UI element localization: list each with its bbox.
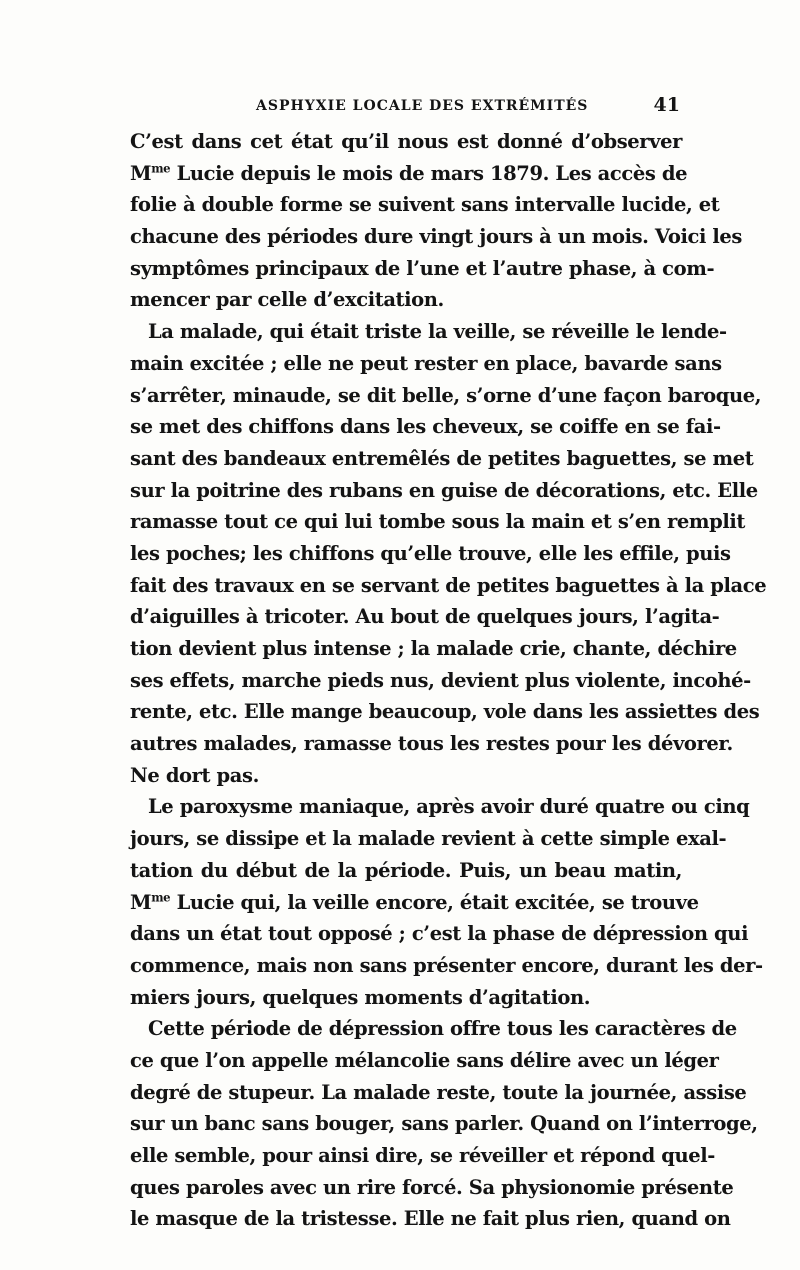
text-line [130, 316, 727, 348]
text-line [130, 633, 737, 665]
text-line [130, 696, 760, 728]
line-segment: Lucie depuis le mois de mars 1879. Les accès de [170, 161, 688, 185]
line-segment: s’arrêter, minaude, se dit belle, s’orne d’une façon baroque, [130, 383, 762, 407]
line-segment: Cette période de dépression offre tous les caractères de [148, 1017, 737, 1041]
line-segment: commence, mais non sans présenter encore, durant les der- [130, 953, 763, 977]
line-segment: folie à double forme se suivent sans intervalle lucide, et [130, 193, 720, 217]
line-segment: fait des travaux en se servant de petites baguettes à la place [130, 573, 767, 597]
line-segment: se met des chiffons dans les cheveux, se coiffe en se fai- [130, 415, 721, 439]
text-line [130, 1045, 719, 1077]
text-line [130, 158, 688, 190]
line-segment: tation du début de la période. Puis, un beau matin, [130, 858, 682, 882]
line-segment: ques paroles avec un rire forcé. Sa physionomie présente [130, 1175, 734, 1199]
line-segment: les poches; les chiffons qu’elle trouve, elle les effile, puis [130, 541, 731, 565]
text-line [130, 1172, 734, 1204]
line-segment: autres malades, ramasse tous les restes pour les dévorer. [130, 732, 733, 756]
text-line [130, 823, 727, 855]
page-header [130, 94, 682, 120]
line-segment: M [130, 161, 152, 185]
text-line [130, 126, 682, 158]
text-line [130, 1203, 731, 1235]
text-line [130, 570, 767, 602]
text-line [130, 284, 682, 316]
line-segment: sur un banc sans bouger, sans parler. Quand on l’interroge, [130, 1112, 758, 1136]
line-segment: Lucie qui, la veille encore, était excitée, se trouve [170, 890, 699, 914]
text-line [130, 221, 742, 253]
text-line [130, 601, 720, 633]
superscript: me [151, 161, 171, 176]
line-segment: ses effets, marche pieds nus, devient plus violente, incohé- [130, 668, 751, 692]
text-line [130, 475, 758, 507]
page-number: 41 [653, 94, 680, 116]
text-line [130, 982, 682, 1014]
line-segment: ramasse tout ce qui lui tombe sous la main et s’en remplit [130, 510, 745, 534]
text-line [130, 1077, 747, 1109]
line-segment: chacune des périodes dure vingt jours à un mois. Voici les [130, 225, 742, 249]
paragraph [130, 1013, 758, 1235]
line-segment: jours, se dissipe et la malade revient à cette simple exal- [130, 827, 727, 851]
text-line [130, 1108, 758, 1140]
line-segment: elle semble, pour ainsi dire, se réveiller et répond quel- [130, 1144, 715, 1167]
line-segment: dans un état tout opposé ; c’est la phase de dépression qui [130, 922, 749, 946]
paragraph [130, 316, 767, 791]
line-segment: main excitée ; elle ne peut rester en place, bavarde sans [130, 351, 722, 375]
line-segment: sur la poitrine des rubans en guise de décorations, etc. Elle [130, 478, 758, 502]
text-line [130, 380, 762, 412]
line-segment: le masque de la tristesse. Elle ne fait plus rien, quand on [130, 1207, 731, 1231]
text-line [130, 506, 745, 538]
text-line [130, 253, 715, 285]
text-line [130, 348, 722, 380]
body-text [130, 126, 767, 1235]
text-line [130, 950, 763, 982]
text-line [130, 855, 682, 887]
line-segment: Ne dort pas. [130, 763, 259, 787]
text-line [130, 538, 731, 570]
line-segment: Le paroxysme maniaque, après avoir duré quatre ou cinq [148, 795, 750, 819]
running-title: ASPHYXIE LOCALE DES EXTRÉMITÉS [256, 98, 589, 114]
text-line [130, 791, 750, 823]
superscript: me [151, 890, 171, 904]
text-line [130, 728, 733, 760]
line-segment: miers jours, quelques moments d’agitation. [130, 985, 591, 1009]
line-segment: ce que l’on appelle mélancolie sans délire avec un léger [130, 1048, 719, 1072]
line-segment: rente, etc. Elle mange beaucoup, vole dans les assiettes des [130, 700, 760, 724]
line-segment: symptômes principaux de l’une et l’autre phase, à com- [130, 256, 715, 280]
line-segment: mencer par celle d’excitation. [130, 288, 444, 312]
line-segment: M [130, 890, 152, 914]
paragraph [130, 791, 763, 1013]
text-line [130, 760, 682, 792]
text-line [130, 887, 699, 919]
text-line [130, 189, 720, 221]
line-segment: La malade, qui était triste la veille, se réveille le lende- [148, 320, 727, 344]
text-line [130, 918, 749, 950]
text-line [130, 665, 751, 697]
line-segment: d’aiguilles à tricoter. Au bout de quelques jours, l’agita- [130, 605, 720, 629]
line-segment: degré de stupeur. La malade reste, toute la journée, assise [130, 1080, 747, 1104]
text-line [130, 1013, 737, 1045]
text-line [130, 1140, 715, 1172]
line-segment: sant des bandeaux entremêlés de petites baguettes, se met [130, 446, 754, 470]
text-line [130, 443, 754, 475]
line-segment: C’est dans cet état qu’il nous est donné d’observer [130, 130, 682, 153]
paragraph [130, 126, 742, 316]
line-segment: tion devient plus intense ; la malade crie, chante, déchire [130, 637, 737, 660]
text-line [130, 411, 721, 443]
